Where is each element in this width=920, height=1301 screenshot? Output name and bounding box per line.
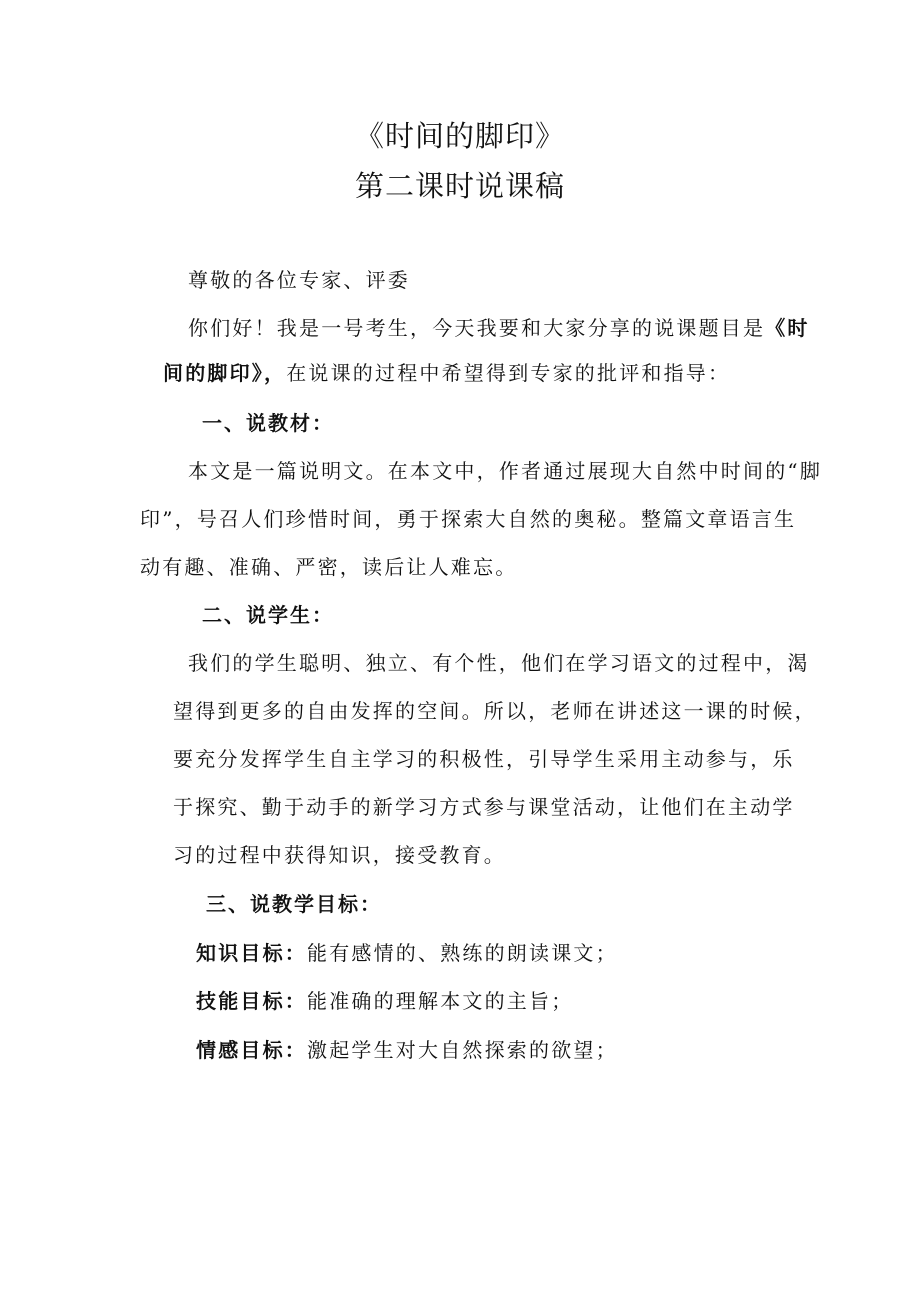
intro-bold-1: 《时 <box>765 316 810 340</box>
goal-label: 知识目标： <box>196 941 307 965</box>
goal-emotion <box>196 1036 618 1064</box>
section-heading-students: 二、说学生： <box>202 603 334 627</box>
section1-line-3: 动有趣、准确、严密，读后让人难忘。 <box>140 555 518 579</box>
section2-line-2: 望得到更多的自由发挥的空间。所以，老师在讲述这一课的时候， <box>173 699 817 723</box>
intro-bold-2: 间的脚印》， <box>163 361 287 385</box>
section2-line-3: 要充分发挥学生自主学习的积极性，引导学生采用主动参与，乐 <box>173 747 795 771</box>
goal-skill <box>196 987 573 1015</box>
section-heading-goals: 三、说教学目标： <box>206 892 382 916</box>
goal-knowledge <box>196 939 618 967</box>
section2-line-1: 我们的学生聪明、独立、有个性，他们在学习语文的过程中，渴 <box>188 651 810 675</box>
intro-line-1 <box>188 314 810 342</box>
greeting: 尊敬的各位专家、评委 <box>188 268 410 292</box>
intro-line-2 <box>163 359 730 387</box>
section1-line-2: 印”，号召人们珍惜时间，勇于探索大自然的奥秘。整篇文章语言生 <box>140 507 797 531</box>
section2-line-4: 于探究、勤于动手的新学习方式参与课堂活动，让他们在主动学 <box>173 795 795 819</box>
goal-text: 激起学生对大自然探索的欲望； <box>307 1038 618 1062</box>
intro-text-1: 你们好！我是一号考生，今天我要和大家分享的说课题目是 <box>188 316 766 340</box>
goal-text: 能准确的理解本文的主旨； <box>307 989 574 1013</box>
goal-label: 技能目标： <box>196 989 307 1013</box>
document-title: 《时间的脚印》 <box>354 119 565 153</box>
section-heading-textbook: 一、说教材： <box>202 411 334 435</box>
goal-label: 情感目标： <box>196 1038 307 1062</box>
goal-text: 能有感情的、熟练的朗读课文； <box>307 941 618 965</box>
intro-text-2: 在说课的过程中希望得到专家的批评和指导： <box>286 361 731 385</box>
document-subtitle: 第二课时说课稿 <box>354 169 565 203</box>
section1-line-1: 本文是一篇说明文。在本文中，作者通过展现大自然中时间的“脚 <box>188 459 823 483</box>
section2-line-5: 习的过程中获得知识，接受教育。 <box>173 843 506 867</box>
